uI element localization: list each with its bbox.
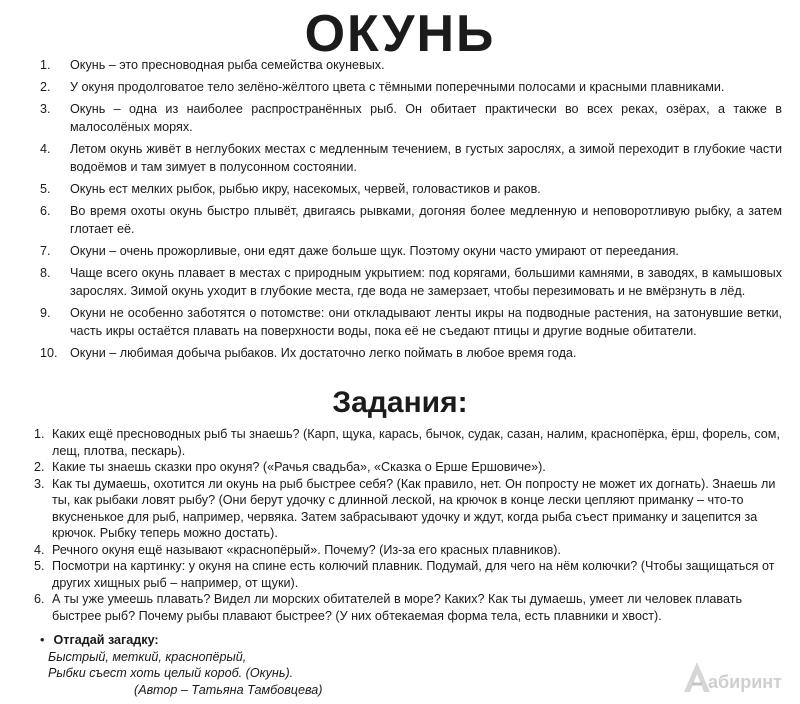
item-number: 6.: [40, 204, 51, 218]
list-item: [34, 591, 782, 624]
item-number: 9.: [40, 306, 51, 320]
item-number: 7.: [40, 244, 51, 258]
item-number: 5.: [34, 559, 45, 573]
list-item: [40, 100, 782, 136]
item-number: 1.: [34, 427, 45, 441]
list-item: [40, 180, 782, 198]
item-text: Чаще всего окунь плавает в местах с природным укрытием: под корягами, большими камнями, в заводях, в камышовых зарослях. Зимой окунь уходит в глубокие места, где вода не замерзает, чтобы перезимовать и не вмёрзнуть в лёд.: [70, 266, 782, 298]
item-number: 5.: [40, 182, 51, 196]
list-item: [40, 202, 782, 238]
list-item: [40, 304, 782, 340]
list-item: [34, 459, 782, 476]
item-number: 2.: [34, 460, 45, 474]
item-number: 8.: [40, 266, 51, 280]
list-item: [34, 542, 782, 559]
item-number: 3.: [40, 102, 51, 116]
item-text: Окуни – любимая добыча рыбаков. Их достаточно легко поймать в любое время года.: [70, 346, 577, 360]
item-number: 4.: [34, 542, 45, 557]
logo-text: абиринт: [708, 672, 782, 692]
item-number: 2.: [40, 80, 51, 94]
list-item: [40, 242, 782, 260]
item-text: А ты уже умеешь плавать? Видел ли морских обитателей в море? Каких? Как ты думаешь, умеет ли человек плавать быстрее рыб? Почему рыбы плавают быстрее? (У них обтекаемая форма тела, есть плавники и хвост).: [52, 592, 743, 623]
list-item: [34, 476, 782, 542]
item-text: Как ты думаешь, охотится ли окунь на рыб быстрее себя? (Как правило, нет. Он попросту не может их догнать). Знаешь ли ты, как рыбаки ловят рыбу? (Они берут удочку с длинной леской, на крючок в конце лески цепляют приманку – что-то вкусненькое для рыб, например, червяка. Затем забрасывают удочку и ждут, когда рыба съест приманку и зацепится за крючок. Рыбку теперь можно достать).: [52, 476, 776, 540]
item-number: 4.: [40, 142, 51, 156]
item-text: Окунь ест мелких рыбок, рыбью икру, насекомых, червей, головастиков и раков.: [70, 182, 541, 196]
riddle-heading: [40, 632, 600, 649]
bullet-icon: •: [40, 633, 45, 647]
item-number: 3.: [34, 476, 45, 491]
item-text: У окуня продолговатое тело зелёно-жёлтого цвета с тёмными поперечными полосами и красными плавниками.: [70, 80, 725, 94]
page-title: ОКУНЬ: [304, 5, 496, 63]
item-text: Посмотри на картинку: у окуня на спине есть колючий плавник. Подумай, для чего на нём колючки? (Чтобы защищаться от других хищных рыб – например, от щуки).: [52, 559, 775, 590]
riddle-author: (Автор – Татьяна Тамбовцева): [134, 682, 323, 697]
item-text: Окунь – это пресноводная рыба семейства окуневых.: [70, 58, 385, 72]
item-text: Окуни – очень прожорливые, они едят даже больше щук. Поэтому окуни часто умирают от переедания.: [70, 244, 679, 258]
item-text: Окунь – одна из наиболее распространённых рыб. Он обитает практически во всех реках, озёрах, а также в малосолёных морях.: [70, 102, 782, 134]
riddle-heading-text: Отгадай загадку:: [53, 633, 159, 647]
tasks-heading: Задания:: [332, 386, 468, 419]
tasks-list: [34, 426, 782, 624]
publisher-logo: [668, 654, 792, 700]
list-item: [40, 78, 782, 96]
item-text: Окуни не особенно заботятся о потомстве: они откладывают ленты икры на подводные растения, на затонувшие ветки, часть икры остаётся плавать на поверхности воды, пока её не съедают птицы и другие водные обитатели.: [70, 306, 782, 338]
riddle-line: Рыбки съест хоть целый короб. (Окунь).: [48, 666, 294, 680]
item-text: Речного окуня ещё называют «краснопёрый». Почему? (Из-за его красных плавников).: [52, 542, 561, 557]
riddle-line: Быстрый, меткий, краснопёрый,: [48, 649, 247, 664]
list-item: [40, 264, 782, 300]
riddle-block: [40, 632, 600, 698]
facts-list: [40, 56, 782, 366]
item-text: Каких ещё пресноводных рыб ты знаешь? (Карп, щука, карась, бычок, судак, сазан, налим, краснопёрка, ёрш, форель, сом, лещ, плотва, пескарь).: [52, 427, 780, 458]
item-number: 1.: [40, 58, 51, 72]
list-item: [34, 426, 782, 459]
list-item: [40, 140, 782, 176]
list-item: [40, 56, 782, 74]
item-text: Какие ты знаешь сказки про окуня? («Рачья свадьба», «Сказка о Ерше Ершовиче»).: [52, 460, 546, 474]
list-item: [34, 558, 782, 591]
item-text: Летом окунь живёт в неглубоких местах с медленным течением, в густых зарослях, а зимой переходит в глубокие части водоёмов и там зимует в полусонном состоянии.: [70, 142, 782, 174]
item-text: Во время охоты окунь быстро плывёт, двигаясь рывками, догоняя более медленную и неповоротливую рыбку, а затем глотает её.: [70, 204, 782, 236]
item-number: 10.: [40, 346, 58, 360]
list-item: [40, 344, 782, 362]
item-number: 6.: [34, 592, 45, 606]
